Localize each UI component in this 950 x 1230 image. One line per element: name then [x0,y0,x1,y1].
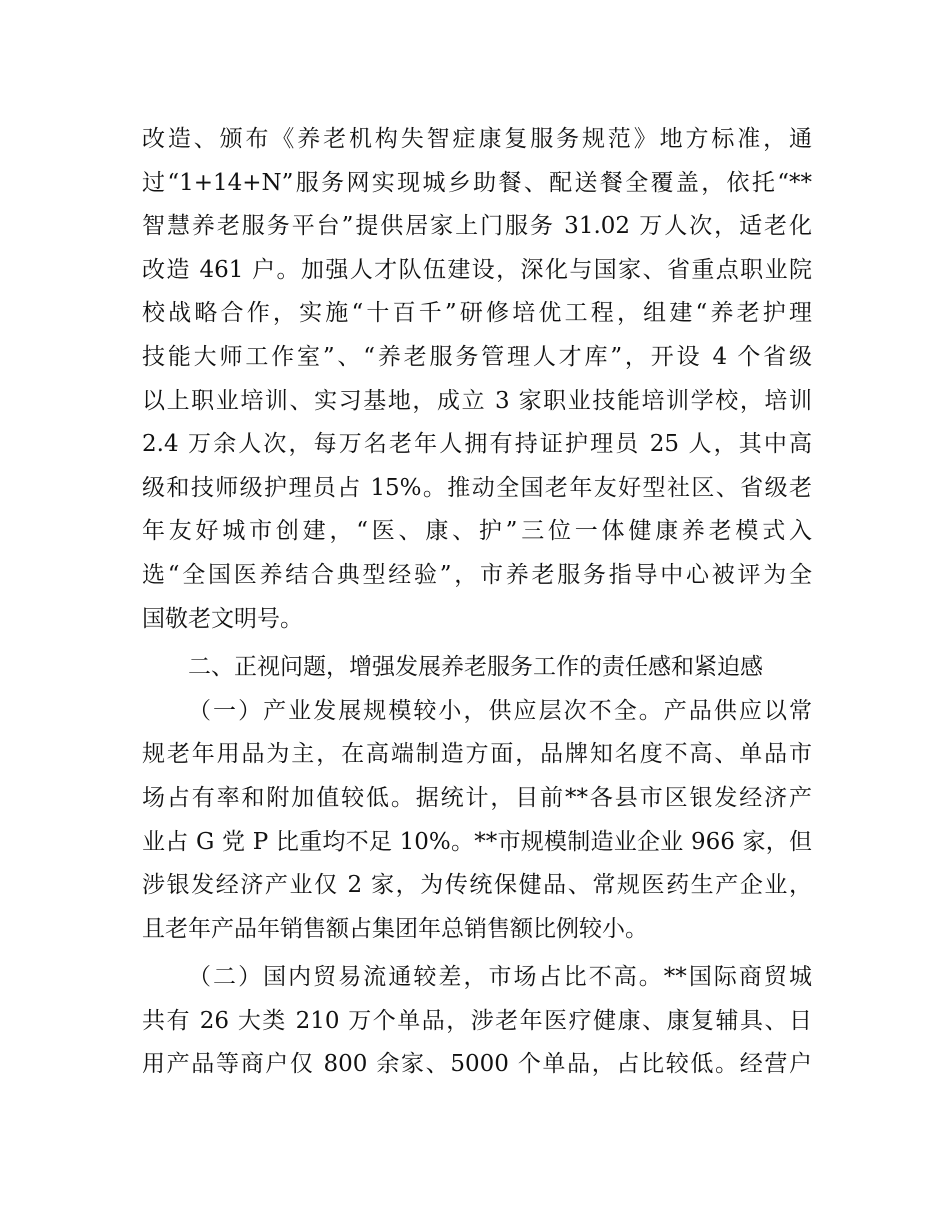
paragraph-achievements [142,118,812,641]
section-heading [142,646,812,690]
document-body [142,118,812,1087]
text-line: 共有 26 大类 210 万个单品，涉老年医疗健康、康复辅具、日 [142,1007,812,1034]
text-line: 规老年用品为主，在高端制造方面，品牌知名度不高、单品市 [142,741,812,768]
text-line: 用产品等商户仅 800 余家、5000 个单品，占比较低。经营户 [142,1051,812,1078]
text-line: 场占有率和附加值较低。据统计，目前**各县市区银发经济产 [142,784,812,811]
paragraph-domestic-trade [142,956,812,1087]
text-line: 涉银发经济产业仅 2 家，为传统保健品、常规医药生产企业， [142,872,812,899]
text-line: 且老年产品年销售额占集团年总销售额比例较小。 [142,915,648,942]
text-line: 年友好城市创建，“医、康、护”三位一体健康养老模式入 [142,518,812,545]
text-line: 改造 461 户。加强人才队伍建设，深化与国家、省重点职业院 [142,256,812,283]
section-heading-text: 二、正视问题，增强发展养老服务工作的责任感和紧迫感 [188,654,763,681]
text-line: 技能大师工作室”、“养老服务管理人才库”，开设 4 个省级 [142,343,812,370]
text-line: 以上职业培训、实习基地，成立 3 家职业技能培训学校，培训 [142,387,812,414]
text-line: 2.4 万余人次，每万名老年人拥有持证护理员 25 人，其中高 [142,431,812,458]
text-line: 级和技师级护理员占 15%。推动全国老年友好型社区、省级老 [142,474,812,501]
text-line: （一）产业发展规模较小，供应层次不全。产品供应以常 [188,697,812,724]
text-line: 业占 G 党 P 比重均不足 10%。**市规模制造业企业 966 家，但 [142,828,812,855]
text-line: 选“全国医养结合典型经验”，市养老服务指导中心被评为全 [142,561,812,588]
text-line: 智慧养老服务平台”提供居家上门服务 31.02 万人次，适老化 [142,213,812,240]
text-line: 校战略合作，实施“十百千”研修培优工程，组建“养老护理 [142,300,812,327]
text-line: 过“1+14+N”服务网实现城乡助餐、配送餐全覆盖，依托“** [142,169,812,196]
text-line: （二）国内贸易流通较差，市场占比不高。**国际商贸城 [188,964,812,991]
paragraph-industry-scale [142,690,812,952]
text-line: 国敬老文明号。 [142,605,303,632]
text-line: 改造、颁布《养老机构失智症康复服务规范》地方标准，通 [142,126,812,152]
